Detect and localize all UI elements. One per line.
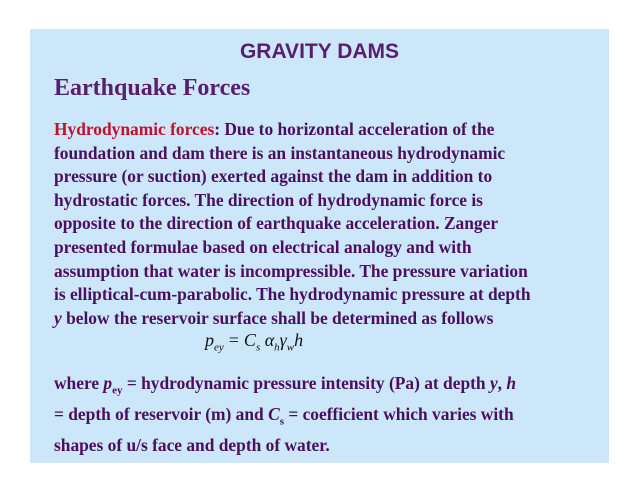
definitions-text: = depth of reservoir (m) and	[54, 404, 269, 425]
highlight-term: Hydrodynamic forces	[54, 119, 215, 139]
slide-subtitle: Earthquake Forces	[54, 75, 251, 101]
pressure-formula	[205, 328, 303, 360]
variable-h: h	[506, 373, 517, 393]
paragraph-line: opposite to the direction of earthquake acceleration. Zanger	[54, 213, 499, 234]
definitions-text: where	[54, 373, 104, 393]
formula-gamma-sub: w	[286, 341, 295, 354]
body-paragraph	[54, 118, 599, 330]
variable-y: y	[54, 307, 62, 328]
definitions-text: = hydrodynamic pressure intensity (Pa) at depth	[122, 373, 490, 393]
formula-c: C	[243, 330, 256, 350]
paragraph-line: hydrostatic forces. The direction of hydrodynamic force is	[54, 189, 483, 210]
definitions-line	[54, 403, 599, 434]
paragraph-line	[54, 118, 599, 142]
variable-c: C	[268, 404, 280, 425]
formula-alpha: α	[264, 330, 275, 350]
slide	[30, 29, 609, 463]
paragraph-text: Due to horizontal acceleration of the	[220, 119, 495, 139]
paragraph-text: below the reservoir surface shall be determined as follows	[61, 307, 494, 328]
formula-h: h	[294, 330, 304, 350]
formula-lhs: p	[205, 330, 214, 350]
formula-equals: =	[228, 330, 239, 350]
paragraph-line	[54, 307, 599, 331]
slide-title: GRAVITY DAMS	[239, 40, 400, 63]
formula-alpha-sub: h	[274, 341, 280, 354]
variable-y: y	[489, 373, 498, 393]
highlight-colon: :	[214, 119, 221, 139]
variable-c-sub: s	[279, 415, 284, 428]
formula-c-sub: s	[255, 341, 261, 354]
definitions-line: shapes of u/s face and depth of water.	[54, 435, 330, 456]
paragraph-line: pressure (or suction) exerted against the dam in addition to	[54, 166, 493, 187]
formula-lhs-sub: ey	[214, 341, 224, 354]
formula-gamma: γ	[279, 330, 287, 350]
paragraph-line: foundation and dam there is an instantaneous hydrodynamic	[54, 142, 506, 163]
definitions-line	[54, 372, 599, 403]
definitions-text: ,	[497, 373, 507, 393]
variable-p: p	[103, 373, 113, 393]
variable-p-sub: ey	[112, 384, 123, 397]
paragraph-line: presented formulae based on electrical analogy and with	[54, 236, 472, 257]
paragraph-line: assumption that water is incompressible. The pressure variation	[54, 260, 528, 281]
paragraph-line: is elliptical-cum-parabolic. The hydrodynamic pressure at depth	[54, 284, 531, 305]
definitions-paragraph	[54, 372, 599, 458]
definitions-text: = coefficient which varies with	[283, 404, 514, 425]
